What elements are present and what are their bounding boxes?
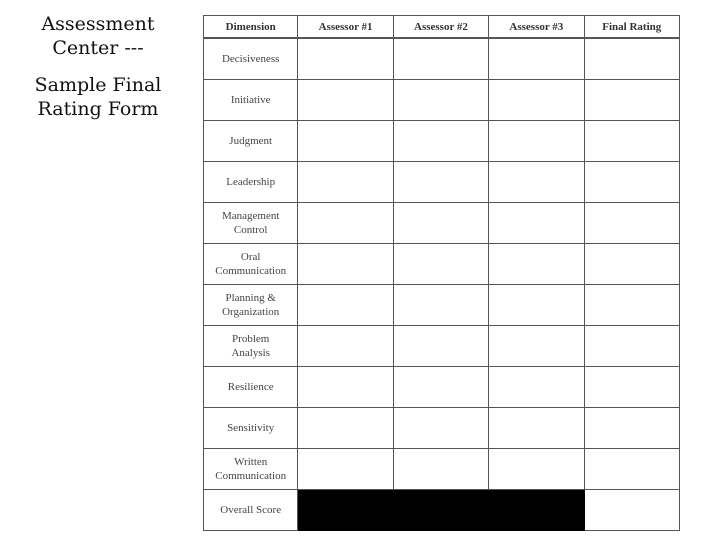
assessor-1-cell[interactable]	[298, 203, 393, 244]
title-line-3: Sample Final	[34, 74, 162, 96]
table-row	[204, 244, 680, 285]
title-gap	[30, 60, 166, 73]
assessor-1-cell[interactable]	[298, 38, 393, 80]
rating-body	[204, 38, 680, 531]
assessor-3-cell[interactable]	[489, 162, 584, 203]
final-rating-cell[interactable]	[584, 121, 679, 162]
dimension-cell	[204, 162, 298, 203]
assessor-1-cell[interactable]	[298, 121, 393, 162]
final-rating-cell[interactable]	[584, 367, 679, 408]
table-row	[204, 203, 680, 244]
final-rating-cell[interactable]	[584, 285, 679, 326]
final-rating-cell[interactable]	[584, 449, 679, 490]
assessor-1-cell[interactable]	[298, 162, 393, 203]
assessor-1-cell[interactable]	[298, 80, 393, 121]
assessor-2-cell[interactable]	[393, 449, 488, 490]
assessor-2-cell[interactable]	[393, 326, 488, 367]
assessor-1-cell[interactable]	[298, 449, 393, 490]
assessor-3-cell[interactable]	[489, 121, 584, 162]
assessor-3-cell[interactable]	[489, 80, 584, 121]
final-rating-cell[interactable]	[584, 244, 679, 285]
assessor-2-cell[interactable]	[393, 367, 488, 408]
final-rating-cell[interactable]	[584, 80, 679, 121]
table-row	[204, 162, 680, 203]
table-row	[204, 367, 680, 408]
dimension-cell	[204, 285, 298, 326]
dimension-label: Analysis	[231, 347, 270, 359]
header-final-rating: Final Rating	[584, 16, 679, 39]
dimension-cell	[204, 449, 298, 490]
dimension-cell	[204, 408, 298, 449]
final-rating-cell[interactable]	[584, 38, 679, 80]
assessor-3-cell[interactable]	[489, 285, 584, 326]
dimension-label: Planning &	[225, 292, 276, 304]
overall-final-rating-cell[interactable]	[584, 490, 679, 531]
assessor-3-cell[interactable]	[489, 449, 584, 490]
assessor-2-cell[interactable]	[393, 38, 488, 80]
final-rating-cell[interactable]	[584, 203, 679, 244]
assessor-3-cell[interactable]	[489, 326, 584, 367]
table-row	[204, 80, 680, 121]
assessor-3-cell[interactable]	[489, 367, 584, 408]
overall-score-blackout	[298, 490, 584, 531]
table-row	[204, 121, 680, 162]
dimension-cell	[204, 244, 298, 285]
header-row	[204, 16, 680, 39]
overall-score-label: Overall Score	[204, 490, 298, 531]
assessor-1-cell[interactable]	[298, 285, 393, 326]
dimension-label: Judgment	[229, 135, 273, 147]
form-title	[30, 12, 166, 121]
assessor-1-cell[interactable]	[298, 326, 393, 367]
header-assessor-3: Assessor #3	[489, 16, 584, 39]
table-row	[204, 285, 680, 326]
assessor-1-cell[interactable]	[298, 367, 393, 408]
overall-score-row	[204, 490, 680, 531]
dimension-label: Initiative	[230, 94, 271, 106]
dimension-cell	[204, 367, 298, 408]
final-rating-cell[interactable]	[584, 408, 679, 449]
dimension-label: Management	[221, 210, 280, 222]
dimension-label: Decisiveness	[221, 53, 280, 65]
assessor-1-cell[interactable]	[298, 408, 393, 449]
dimension-label: Problem	[232, 333, 270, 345]
assessor-3-cell[interactable]	[489, 408, 584, 449]
title-line-2: Center ---	[52, 37, 144, 59]
assessor-2-cell[interactable]	[393, 203, 488, 244]
assessor-3-cell[interactable]	[489, 203, 584, 244]
dimension-cell	[204, 121, 298, 162]
dimension-label: Control	[233, 224, 268, 236]
dimension-label: Written	[234, 456, 268, 468]
assessor-2-cell[interactable]	[393, 285, 488, 326]
title-line-4: Rating Form	[37, 98, 159, 120]
assessor-2-cell[interactable]	[393, 408, 488, 449]
assessor-3-cell[interactable]	[489, 38, 584, 80]
dimension-label: Sensitivity	[227, 422, 275, 434]
assessor-1-cell[interactable]	[298, 244, 393, 285]
final-rating-cell[interactable]	[584, 326, 679, 367]
assessor-2-cell[interactable]	[393, 162, 488, 203]
table-row	[204, 326, 680, 367]
dimension-label: Leadership	[226, 176, 276, 188]
final-rating-cell[interactable]	[584, 162, 679, 203]
dimension-cell	[204, 80, 298, 121]
header-assessor-1: Assessor #1	[298, 16, 393, 39]
table-row	[204, 449, 680, 490]
dimension-cell	[204, 203, 298, 244]
dimension-label: Communication	[215, 470, 287, 482]
rating-table	[203, 15, 680, 531]
table-row	[204, 408, 680, 449]
dimension-label: Resilience	[227, 381, 274, 393]
assessor-2-cell[interactable]	[393, 121, 488, 162]
assessor-3-cell[interactable]	[489, 244, 584, 285]
dimension-label: Oral	[240, 251, 261, 263]
dimension-label: Communication	[215, 265, 287, 277]
dimension-cell	[204, 38, 298, 80]
dimension-label: Organization	[222, 306, 280, 318]
header-dimension: Dimension	[204, 16, 298, 39]
header-assessor-2: Assessor #2	[393, 16, 488, 39]
assessor-2-cell[interactable]	[393, 244, 488, 285]
title-line-1: Assessment	[41, 13, 155, 35]
table-row	[204, 38, 680, 80]
dimension-cell	[204, 326, 298, 367]
assessor-2-cell[interactable]	[393, 80, 488, 121]
